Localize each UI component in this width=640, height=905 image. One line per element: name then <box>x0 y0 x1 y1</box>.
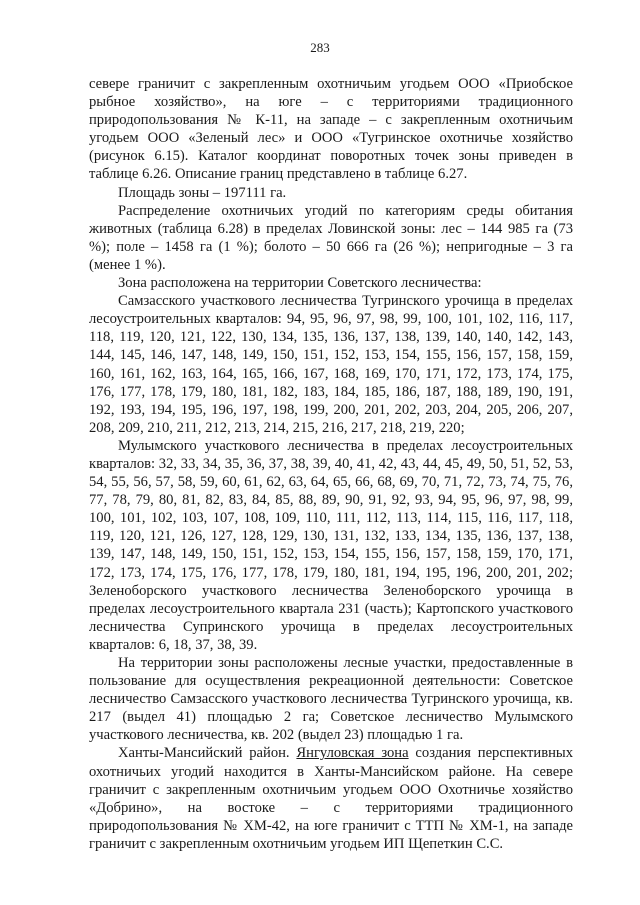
body-text <box>89 75 573 853</box>
paragraph: Распределение охотничьих угодий по категориям среды обитания животных (таблица 6.28) в пределах Ловинской зоны: лес – 144 985 га (73 %); поле – 1458 га (1 %); болото – 50 666 га (26 %); непригодные – 3 га (менее 1 %). <box>89 202 573 273</box>
paragraph: Площадь зоны – 197111 га. <box>118 184 287 201</box>
paragraph: На территории зоны расположены лесные участки, предоставленные в пользование для осуществления рекреационной деятельности: Советское лесничество Самзасского участкового лесничества Тугринского урочища, кв. 217 (выдел 41) площадью 2 га; Советское лесничество Мулымского участкового лесничества, кв. 202 (выдел 23) площадью 1 га. <box>89 655 573 744</box>
paragraph-lead-text: Ханты-Мансийский район. <box>118 745 297 762</box>
paragraph: Мулымского участкового лесничества в пределах лесоустроительных кварталов: 32, 33, 34, 35, 36, 37, 38, 39, 40, 41, 42, 43, 44, 45, 49, 50, 51, 52, 53, 54, 55, 56, 57, 58, 59, 60, 61, 62, 63, 64, 65, 66, 68, 69, 70, 71, 72, 73, 74, 75, 76, 77, 78, 79, 80, 81, 82, 83, 84, 85, 88, 89, 90, 91, 92, 93, 94, 95, 96, 97, 98, 99, 100, 101, 102, 103, 107, 108, 109, 110, 111, 112, 113, 114, 115, 116, 117, 118, 119, 120, 121, 126, 127, 128, 129, 130, 131, 132, 133, 134, 135, 136, 137, 138, 139, 147, 148, 149, 150, 151, 152, 153, 154, 155, 156, 157, 158, 159, 170, 171, 172, 173, 174, 175, 176, 177, 178, 179, 180, 181, 194, 195, 196, 200, 201, 202; Зеленоборского участкового лесничества Зеленоборского урочища в пределах лесоустроительного квартала 231 (часть); Картопского участкового лесничества Супринского урочища в пределах лесоустроительных кварталов: 6, 18, 37, 38, 39. <box>89 437 573 653</box>
paragraph: Зона расположена на территории Советского лесничества: <box>118 275 482 292</box>
paragraph <box>89 744 573 853</box>
paragraph: Самзасского участкового лесничества Тугринского урочища в пределах лесоустроительных кварталов: 94, 95, 96, 97, 98, 99, 100, 101, 102, 116, 117, 118, 119, 120, 121, 122, 130, 134, 135, 136, 137, 138, 139, 140, 140, 142, 143, 144, 145, 146, 147, 148, 149, 150, 151, 152, 153, 154, 155, 156, 157, 158, 159, 160, 161, 162, 163, 164, 165, 166, 167, 168, 169, 170, 171, 172, 173, 174, 175, 176, 177, 178, 179, 180, 181, 182, 183, 184, 185, 186, 187, 188, 189, 190, 191, 192, 193, 194, 195, 196, 197, 198, 199, 200, 201, 202, 203, 204, 205, 206, 207, 208, 209, 210, 211, 212, 213, 214, 215, 216, 217, 218, 219, 220; <box>89 293 573 436</box>
paragraph: севере граничит с закрепленным охотничьим угодьем ООО «Приобское рыбное хозяйство», на юге – с территориями традиционного природопользования № К-11, на западе – с закрепленным охотничьим угодьем ООО «Зеленый лес» и ООО «Тугринское охотничье хозяйство (рисунок 6.15). Каталог координат поворотных точек зоны приведен в таблице 6.26. Описание границ представлено в таблице 6.27. <box>89 76 573 183</box>
page-number: 283 <box>310 40 330 55</box>
zone-name-underlined: Янгуловская зона <box>296 745 409 762</box>
paragraph-tail-text: создания перспективных охотничьих угодий находится в Ханты-Мансийском районе. На севере граничит с закрепленным охотничьим угодьем ООО Охотничье хозяйство «Добрино», на востоке – с территориями традиционного природопользования № ХМ-42, на юге граничит с ТТП № ХМ-1, на западе граничит с закрепленным охотничьим угодьем ИП Щепеткин С.С. <box>89 745 573 852</box>
